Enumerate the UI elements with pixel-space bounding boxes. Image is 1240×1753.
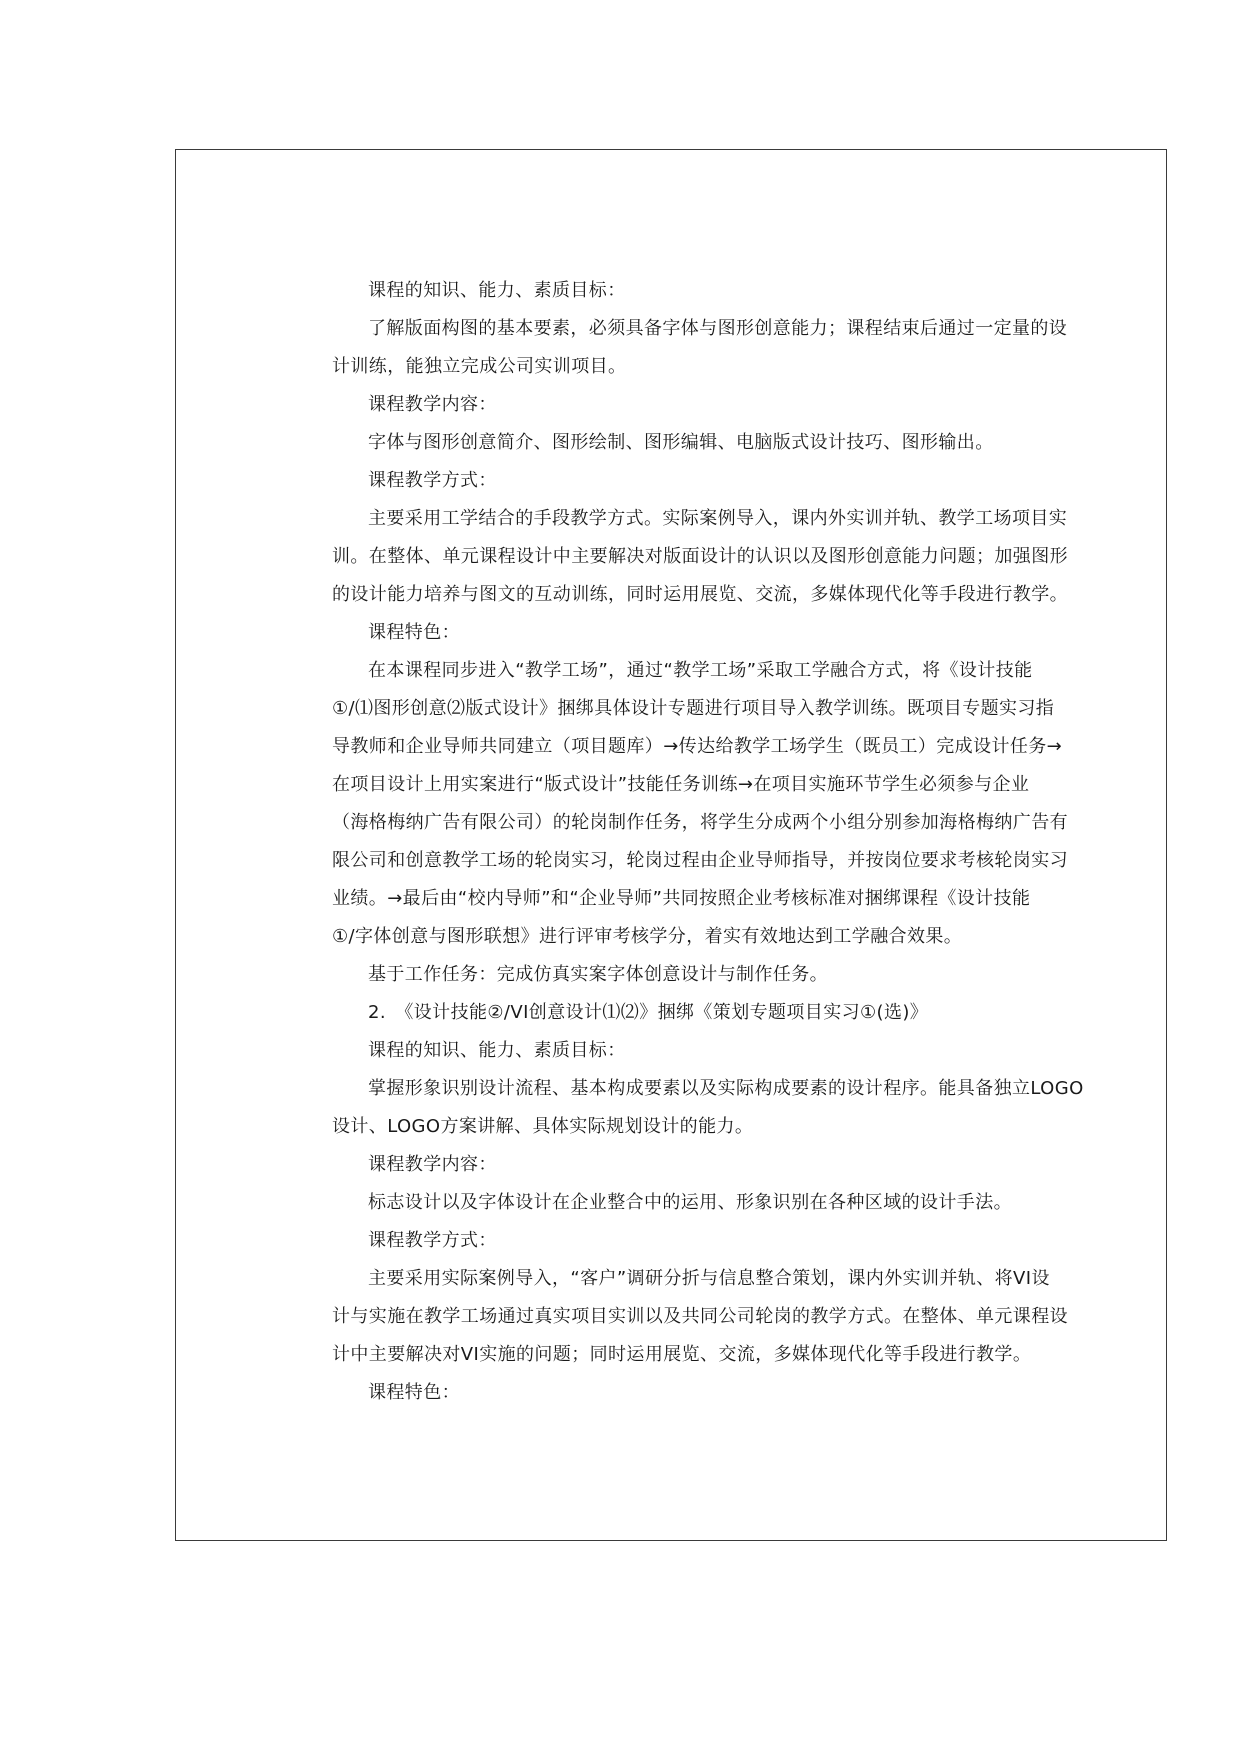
text-line: 课程教学内容： [368, 394, 497, 415]
text-line: 课程特色： [368, 1382, 460, 1403]
text-line: 掌握形象识别设计流程、基本构成要素以及实际构成要素的设计程序。能具备独立LOGO [368, 1078, 1084, 1099]
text-line: 主要采用实际案例导入，“客户”调研分折与信息整合策划，课内外实训并轨、将VI设 [368, 1268, 1050, 1289]
text-line: 课程教学内容： [368, 1154, 497, 1175]
text-line: 在本课程同步进入“教学工场”，通过“教学工场”采取工学融合方式，将《设计技能 [368, 660, 1033, 681]
text-line: 设计、LOGO方案讲解、具体实际规划设计的能力。 [332, 1116, 754, 1137]
text-line: （海格梅纳广告有限公司）的轮岗制作任务，将学生分成两个小组分别参加海格梅纳广告有 [332, 812, 1068, 833]
text-line: ①/字体创意与图形联想》进行评审考核学分，着实有效地达到工学融合效果。 [332, 926, 963, 947]
text-line: 字体与图形创意简介、图形绘制、图形编辑、电脑版式设计技巧、图形输出。 [368, 432, 994, 453]
text-line: 基于工作任务：完成仿真实案字体创意设计与制作任务。 [368, 964, 828, 985]
text-line: 导教师和企业导师共同建立（项目题库）→传达给教学工场学生（既员工）完成设计任务→ [332, 736, 1063, 757]
text-line: 课程的知识、能力、素质目标： [368, 1040, 626, 1061]
text-line: 2. 《设计技能②/VI创意设计⑴⑵》捆绑《策划专题项目实习①(选)》 [368, 1002, 929, 1023]
text-line: 计中主要解决对VI实施的问题；同时运用展览、交流，多媒体现代化等手段进行教学。 [332, 1344, 1032, 1365]
text-line: 课程教学方式： [368, 1230, 497, 1251]
text-line: 计与实施在教学工场通过真实项目实训以及共同公司轮岗的教学方式。在整体、单元课程设 [332, 1306, 1068, 1327]
document-body [332, 272, 1084, 1412]
text-line: 限公司和创意教学工场的轮岗实习，轮岗过程由企业导师指导，并按岗位要求考核轮岗实习 [332, 850, 1068, 871]
text-line: 业绩。→最后由“校内导师”和“企业导师”共同按照企业考核标准对捆绑课程《设计技能 [332, 888, 1031, 909]
text-line: 训。在整体、单元课程设计中主要解决对版面设计的认识以及图形创意能力问题；加强图形 [332, 546, 1068, 567]
text-line: 计训练，能独立完成公司实训项目。 [332, 356, 627, 377]
text-line: 了解版面构图的基本要素，必须具备字体与图形创意能力；课程结束后通过一定量的设 [368, 318, 1068, 339]
text-line: ①/⑴图形创意⑵版式设计》捆绑具体设计专题进行项目导入教学训练。既项目专题实习指 [332, 698, 1055, 719]
text-line: 标志设计以及字体设计在企业整合中的运用、形象识别在各种区域的设计手法。 [368, 1192, 1012, 1213]
text-line: 主要采用工学结合的手段教学方式。实际案例导入，课内外实训并轨、教学工场项目实 [368, 508, 1068, 529]
text-line: 课程的知识、能力、素质目标： [368, 280, 626, 301]
text-line: 课程教学方式： [368, 470, 497, 491]
text-line: 课程特色： [368, 622, 460, 643]
text-line: 的设计能力培养与图文的互动训练，同时运用展览、交流，多媒体现代化等手段进行教学。 [332, 584, 1068, 605]
text-line: 在项目设计上用实案进行“版式设计”技能任务训练→在项目实施环节学生必须参与企业 [332, 774, 1030, 795]
